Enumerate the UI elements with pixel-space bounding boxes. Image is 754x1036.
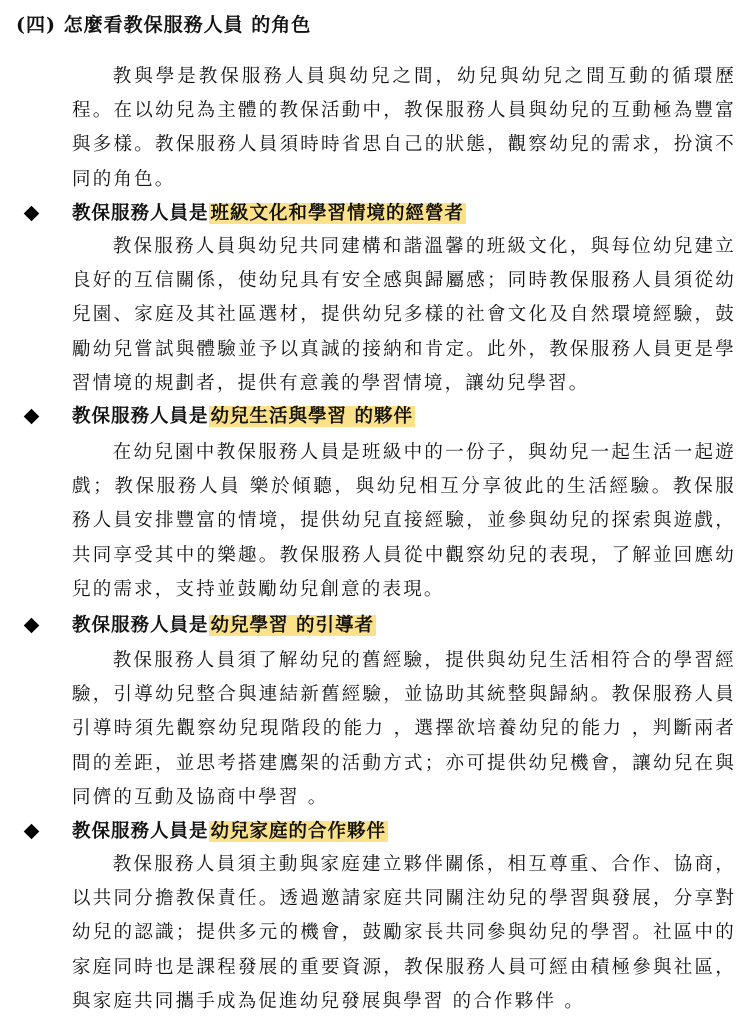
role-heading-text (72, 404, 415, 430)
role-highlight: 幼兒生活與學習 的夥伴 (210, 406, 413, 427)
diamond-bullet-icon (24, 409, 40, 425)
role-prefix: 教保服務人員是 (72, 406, 209, 427)
role-paragraph-4: 教保服務人員須主動與家庭建立夥伴關係，相互尊重、合作、協商，以共同分擔教保責任。透過邀請家庭共同關注幼兒的學習與發展，分享對幼兒的認識；提供多元的機會，鼓勵家長共同參與幼兒的學習。社區中的家庭同時也是課程發展的重要資源，教保服務人員可經由積極參與社區，與家庭共同攜手成為促進幼兒發展與學習 的合作夥伴 。 (72, 854, 736, 1012)
role-heading-text (72, 613, 376, 639)
role-highlight: 幼兒家庭的合作夥伴 (210, 821, 387, 842)
role-paragraph-1: 教保服務人員與幼兒共同建構和諧溫馨的班級文化，與每位幼兒建立良好的互信關係，使幼兒具有安全感與歸屬感；同時教保服務人員須從幼兒園、家庭及其社區選材，提供幼兒多樣的社會文化及自然環境經驗，鼓勵幼兒嘗試與體驗並予以真誠的接納和肯定。此外，教保服務人員更是學習情境的規劃者，提供有意義的學習情境，讓幼兒學習。 (72, 236, 736, 394)
role-heading-text (72, 201, 466, 227)
role-heading-text (72, 819, 388, 845)
role-prefix: 教保服務人員是 (72, 821, 209, 842)
diamond-bullet-icon (24, 618, 40, 634)
role-highlight: 班級文化和學習情境的經營者 (210, 203, 465, 224)
intro-paragraph: 教與學是教保服務人員與幼兒之間，幼兒與幼兒之間互動的循環歷程。在以幼兒為主體的教保活動中，教保服務人員與幼兒的互動極為豐富與多樣。教保服務人員須時時省思自己的狀態，觀察幼兒的需求，扮演不同的角色。 (72, 66, 736, 190)
role-highlight: 幼兒學習 的引導者 (210, 615, 374, 636)
role-paragraph-2: 在幼兒園中教保服務人員是班級中的一份子，與幼兒一起生活一起遊戲；教保服務人員 樂於傾聽，與幼兒相互分享彼此的生活經驗。教保服務人員安排豐富的情境，提供幼兒直接經驗，並參與幼兒的探索與遊戲，共同享受其中的樂趣。教保服務人員從中觀察幼兒的表現，了解並回應幼兒的需求，支持並鼓勵幼兒創意的表現。 (72, 442, 736, 600)
role-prefix: 教保服務人員是 (72, 615, 209, 636)
diamond-bullet-icon (24, 824, 40, 840)
role-prefix: 教保服務人員是 (72, 203, 209, 224)
section-title: (四) 怎麼看教保服務人員 的角色 (16, 14, 312, 36)
role-paragraph-3: 教保服務人員須了解幼兒的舊經驗，提供與幼兒生活相符合的學習經驗，引導幼兒整合與連結新舊經驗，並協助其統整與歸納。教保服務人員引導時須先觀察幼兒現階段的能力 ，選擇欲培養幼兒的能力 ，判斷兩者間的差距，並思考搭建鷹架的活動方式；亦可提供幼兒機會，讓幼兒在與同儕的互動及協商中學習 。 (72, 650, 736, 808)
diamond-bullet-icon (24, 206, 40, 222)
